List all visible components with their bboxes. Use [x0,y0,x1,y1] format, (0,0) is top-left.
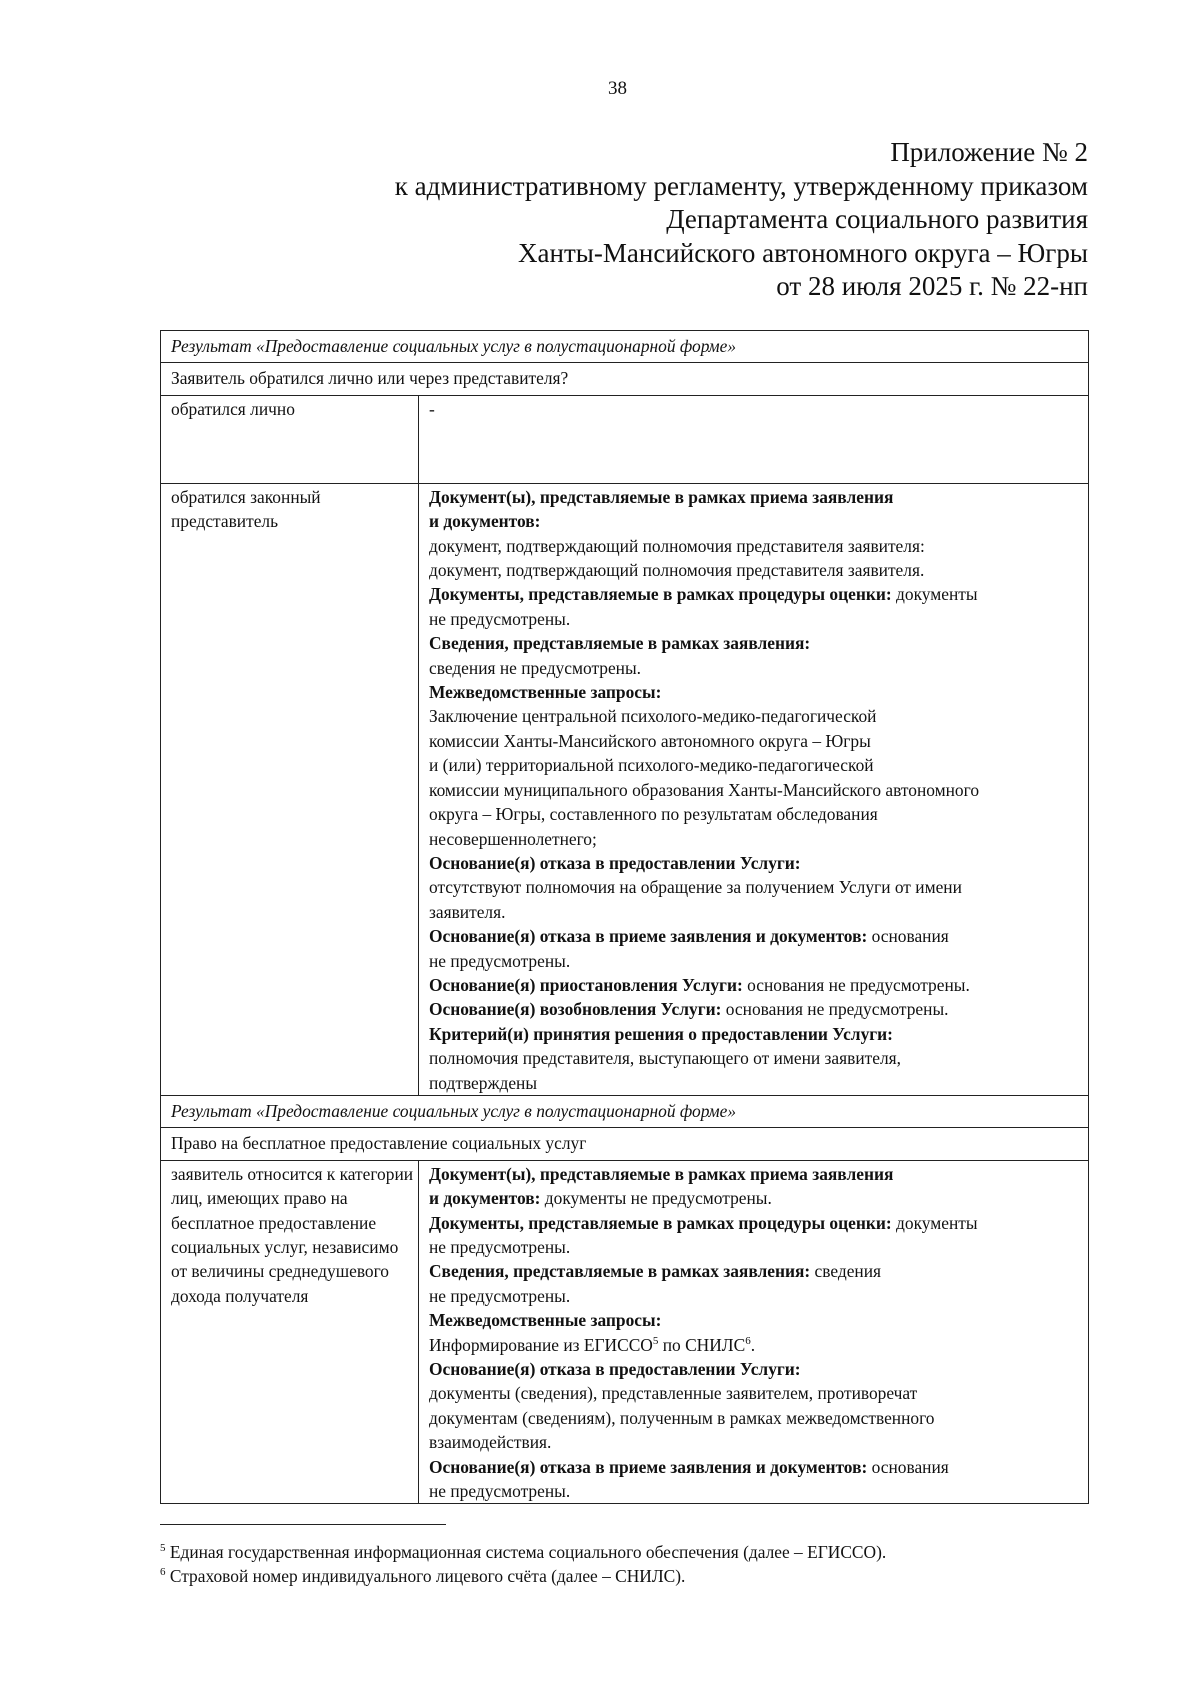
appendix-reference: к административному регламенту, утвержденному приказом [394,170,1088,201]
refusal-text: документам (сведениям), полученным в рамках межведомственного [429,1407,935,1428]
requests-text: несовершеннолетнего; [429,828,597,849]
criteria-label: Критерий(и) принятия решения о предоставлении Услуги: [429,1023,893,1044]
criterion-cell: заявитель относится к категории лиц, имеющих право на бесплатное предоставление социальных услуг, независимо от величины среднедушевого дохода получателя [161,1160,419,1504]
docs-label-cont: и документов: [429,1188,541,1209]
requests-text: Заключение центральной психолого-медико-педагогической [429,706,877,727]
info-label: Сведения, представляемые в рамках заявления: [429,633,811,654]
section-result-header: Результат «Предоставление социальных услуг в полустационарной форме» [161,331,1089,363]
reject-text: не предусмотрены. [429,950,571,971]
suspend-label: Основание(я) приостановления Услуги: [429,974,743,995]
refusal-label: Основание(я) отказа в предоставлении Услуги: [429,1359,801,1380]
appendix-region: Ханты-Мансийского автономного округа – Югры [518,237,1088,268]
footnote [160,1540,886,1564]
table-row [161,1160,1089,1504]
criteria-text: подтверждены [429,1072,538,1093]
requests-text: округа – Югры, составленного по результатам обследования [429,804,878,825]
criterion-cell: обратился законный представитель [161,483,419,1095]
requests-text: комиссии муниципального образования Ханты-Мансийского автономного [429,779,980,800]
content-cell: - [419,395,1089,483]
requests-text-part: Информирование из ЕГИССО [429,1334,653,1355]
refusal-text: документы (сведения), представленные заявителем, противоречат [429,1383,918,1404]
appendix-header [395,136,1088,304]
info-text: не предусмотрены. [429,1285,571,1306]
section-result-header: Результат «Предоставление социальных услуг в полустационарной форме» [161,1095,1089,1127]
suspend-text: основания не предусмотрены. [742,974,970,995]
content-cell [419,1160,1089,1504]
table-row [161,363,1089,395]
refusal-label: Основание(я) отказа в предоставлении Услуги: [429,852,801,873]
table-row [161,1128,1089,1160]
criteria-text: полномочия представителя, выступающего от имени заявителя, [429,1048,901,1069]
requests-text-part: по СНИЛС [658,1334,746,1355]
reject-text: основания [867,926,949,947]
refusal-text: отсутствуют полномочия на обращение за получением Услуги от имени [429,877,962,898]
reject-text: не предусмотрены. [429,1481,571,1502]
refusal-text: взаимодействия. [429,1432,552,1453]
docs-text: документ, подтверждающий полномочия представителя заявителя: [429,535,925,556]
info-text: сведения [810,1261,882,1282]
docs-label: Документ(ы), представляемые в рамках приема заявления [429,1163,894,1184]
footnote-text: Страховой номер индивидуального лицевого счёта (далее – СНИЛС). [165,1566,686,1587]
table-row [161,483,1089,1095]
eval-text: документы [891,584,978,605]
eval-text: документы [891,1212,978,1233]
resume-text: основания не предусмотрены. [721,999,949,1020]
footnote-ref: 5 [652,1334,659,1347]
requests-text: и (или) территориальной психолого-медико-педагогической [429,755,874,776]
footnote [160,1564,886,1588]
decision-table [160,330,1089,1504]
requests-text [429,1333,1084,1357]
docs-text: документ, подтверждающий полномочия представителя заявителя. [429,560,925,581]
docs-text: документы не предусмотрены. [540,1188,772,1209]
reject-label: Основание(я) отказа в приеме заявления и документов: [429,926,868,947]
appendix-title: Приложение № 2 [890,137,1088,167]
appendix-date: от 28 июля 2025 г. № 22-нп [776,271,1088,301]
footnote-mark: 5 [160,1542,166,1555]
requests-label: Межведомственные запросы: [429,682,662,703]
table-row [161,395,1089,483]
appendix-department: Департамента социального развития [666,204,1088,234]
footnotes [160,1540,886,1589]
info-text: сведения не предусмотрены. [429,657,642,678]
footnote-text: Единая государственная информационная система социального обеспечения (далее – ЕГИССО). [165,1542,887,1562]
criterion-cell: обратился лично [161,395,419,483]
content-cell [419,483,1089,1095]
docs-label: Документ(ы), представляемые в рамках приема заявления [429,486,894,507]
eval-label: Документы, представляемые в рамках процедуры оценки: [429,584,892,605]
resume-label: Основание(я) возобновления Услуги: [429,999,722,1020]
reject-label: Основание(я) отказа в приеме заявления и документов: [429,1456,868,1477]
requests-text-part: . [750,1334,756,1355]
docs-label-cont: и документов: [429,511,541,532]
table-row [161,1095,1089,1127]
table-row [161,331,1089,363]
footnote-mark: 6 [160,1566,166,1579]
page-number: 38 [608,78,627,99]
requests-text: комиссии Ханты-Мансийского автономного округа – Югры [429,730,871,751]
eval-label: Документы, представляемые в рамках процедуры оценки: [429,1212,892,1233]
eval-text: не предусмотрены. [429,608,571,629]
section-question: Право на бесплатное предоставление социальных услуг [161,1128,1089,1160]
refusal-text: заявителя. [429,901,506,922]
footnote-divider [160,1524,446,1525]
reject-text: основания [867,1456,949,1477]
section-question: Заявитель обратился лично или через представителя? [161,363,1089,395]
info-label: Сведения, представляемые в рамках заявления: [429,1261,811,1282]
eval-text: не предусмотрены. [429,1237,571,1257]
requests-label: Межведомственные запросы: [429,1310,662,1331]
footnote-ref: 6 [745,1334,751,1347]
